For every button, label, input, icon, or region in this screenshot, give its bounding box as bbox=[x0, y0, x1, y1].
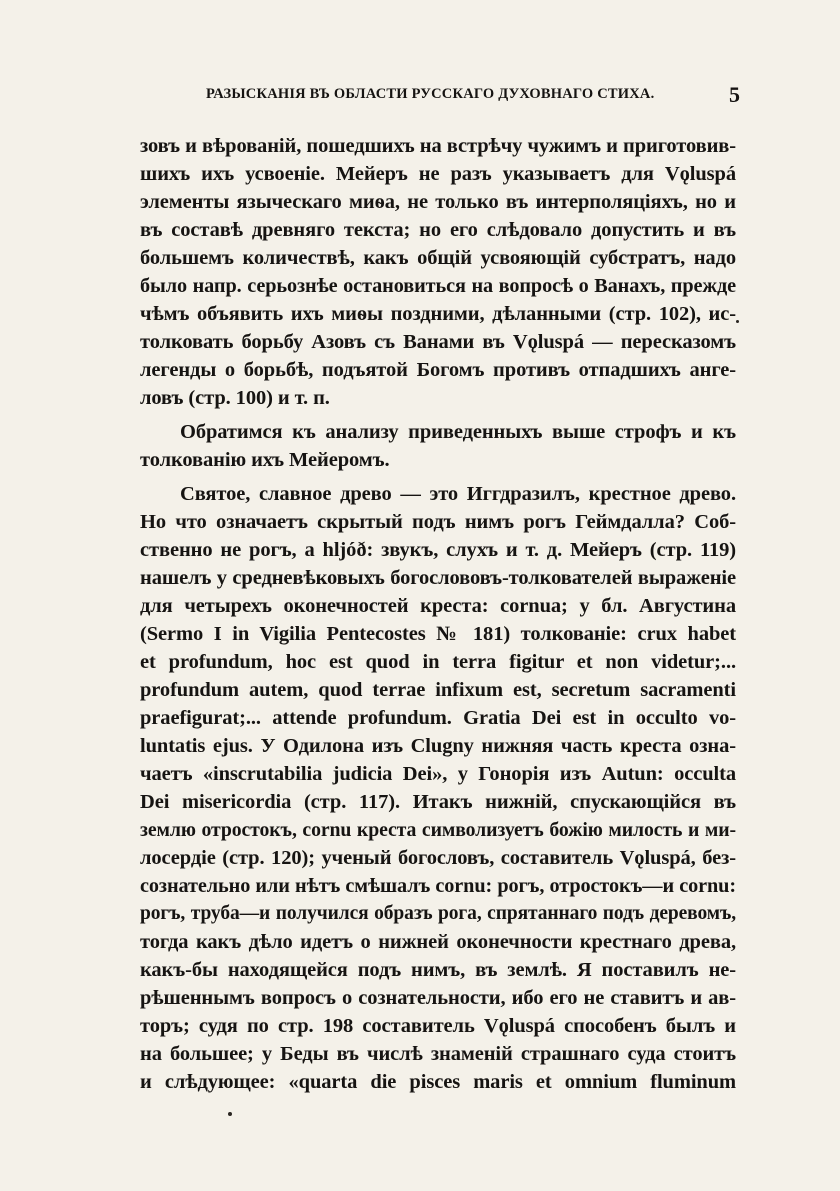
text-line: какъ-бы находящейся подъ нимъ, въ землѣ. Я поставилъ не- bbox=[140, 959, 736, 981]
text-line: ственно не рогъ, а hljóð: звукъ, слухъ и т. д. Мейеръ (стр. 119) bbox=[140, 539, 736, 561]
text-line: et profundum, hoc est quod in terra figitur et non videtur;... bbox=[140, 651, 736, 673]
text-line: нашелъ у средневѣковыхъ богослововъ-толкователей выраженіе bbox=[140, 567, 736, 589]
text-line: praefigurat;... attende profundum. Gratia Dei est in occulto vo- bbox=[140, 707, 736, 729]
text-line: и слѣдующее: «quarta die pisces maris et omnium fluminum bbox=[140, 1071, 736, 1093]
text-line: въ составѣ древняго текста; но его слѣдовало допустить и въ bbox=[140, 219, 736, 241]
text-line: тогда какъ дѣло идетъ о нижней оконечности крестнаго древа, bbox=[140, 931, 736, 953]
page-number: 5 bbox=[729, 82, 740, 107]
text-line: Но что означаетъ скрытый подъ нимъ рогъ Геймдалла? Соб- bbox=[140, 511, 736, 533]
text-line: толковать борьбу Азовъ съ Ванами въ Vǫluspá — пересказомъ bbox=[140, 331, 736, 353]
text-line: для четырехъ оконечностей креста: cornua; у бл. Августина bbox=[140, 595, 736, 617]
text-line: землю отростокъ, cornu креста символизуетъ божію милость и ми- bbox=[140, 819, 736, 841]
text-line: profundum autem, quod terrae infixum est, secretum sacramenti bbox=[140, 679, 736, 701]
ink-speck bbox=[736, 320, 739, 323]
ink-speck bbox=[228, 1112, 232, 1116]
text-line: Dei misericordia (стр. 117). Итакъ нижній, спускающійся въ bbox=[140, 791, 736, 813]
page-header bbox=[206, 82, 740, 116]
text-line: зовъ и вѣрованій, пошедшихъ на встрѣчу чужимъ и приготовив- bbox=[140, 135, 736, 157]
text-line: лосердіе (стр. 120); ученый богословъ, составитель Vǫluspá, без- bbox=[140, 847, 736, 869]
text-line: сознательно или нѣтъ смѣшалъ cornu: рогъ, отростокъ—и cornu: bbox=[140, 875, 736, 897]
text-line: толкованію ихъ Мейеромъ. bbox=[140, 449, 390, 471]
text-line: Обратимся къ анализу приведенныхъ выше строфъ и къ bbox=[180, 421, 736, 443]
text-line: было напр. серьознѣе остановиться на вопросѣ о Ванахъ, прежде bbox=[140, 275, 736, 297]
text-line: шихъ ихъ усвоеніе. Мейеръ не разъ указываетъ для Vǫluspá bbox=[140, 163, 736, 185]
text-line: чѣмъ объявить ихъ миѳы поздними, дѣланными (стр. 102), ис- bbox=[140, 303, 736, 325]
text-line: luntatis ejus. У Одилона изъ Clugny нижняя часть креста озна- bbox=[140, 735, 736, 757]
text-line: рогъ, труба—и получился образъ рога, спрятаннаго подъ деревомъ, bbox=[140, 903, 736, 924]
text-line: Святое, славное древо — это Иггдразилъ, крестное древо. bbox=[180, 483, 736, 505]
text-line: торъ; судя по стр. 198 составитель Vǫluspá способенъ былъ и bbox=[140, 1015, 736, 1037]
running-title: РАЗЫСКАНІЯ ВЪ ОБЛАСТИ РУССКАГО ДУХОВНАГО СТИХА. bbox=[206, 86, 655, 102]
text-line: (Sermo I in Vigilia Pentecostes № 181) толкованіе: crux habet bbox=[140, 623, 736, 645]
text-line: рѣшеннымъ вопросъ о сознательности, ибо его не ставитъ и ав- bbox=[140, 987, 736, 1009]
text-line: ловъ (стр. 100) и т. п. bbox=[140, 387, 330, 409]
text-line: чаетъ «inscrutabilia judicia Dei», у Гонорія изъ Autun: occulta bbox=[140, 763, 736, 785]
text-line: легенды о борьбѣ, подъятой Богомъ противъ отпадшихъ анге- bbox=[140, 359, 736, 381]
text-line: элементы языческаго миѳа, не только въ интерполяціяхъ, но и bbox=[140, 191, 736, 213]
text-line: большемъ количествѣ, какъ общій усвояющій субстратъ, надо bbox=[140, 247, 736, 269]
text-line: на большее; у Беды въ числѣ знаменій страшнаго суда стоитъ bbox=[140, 1043, 736, 1065]
